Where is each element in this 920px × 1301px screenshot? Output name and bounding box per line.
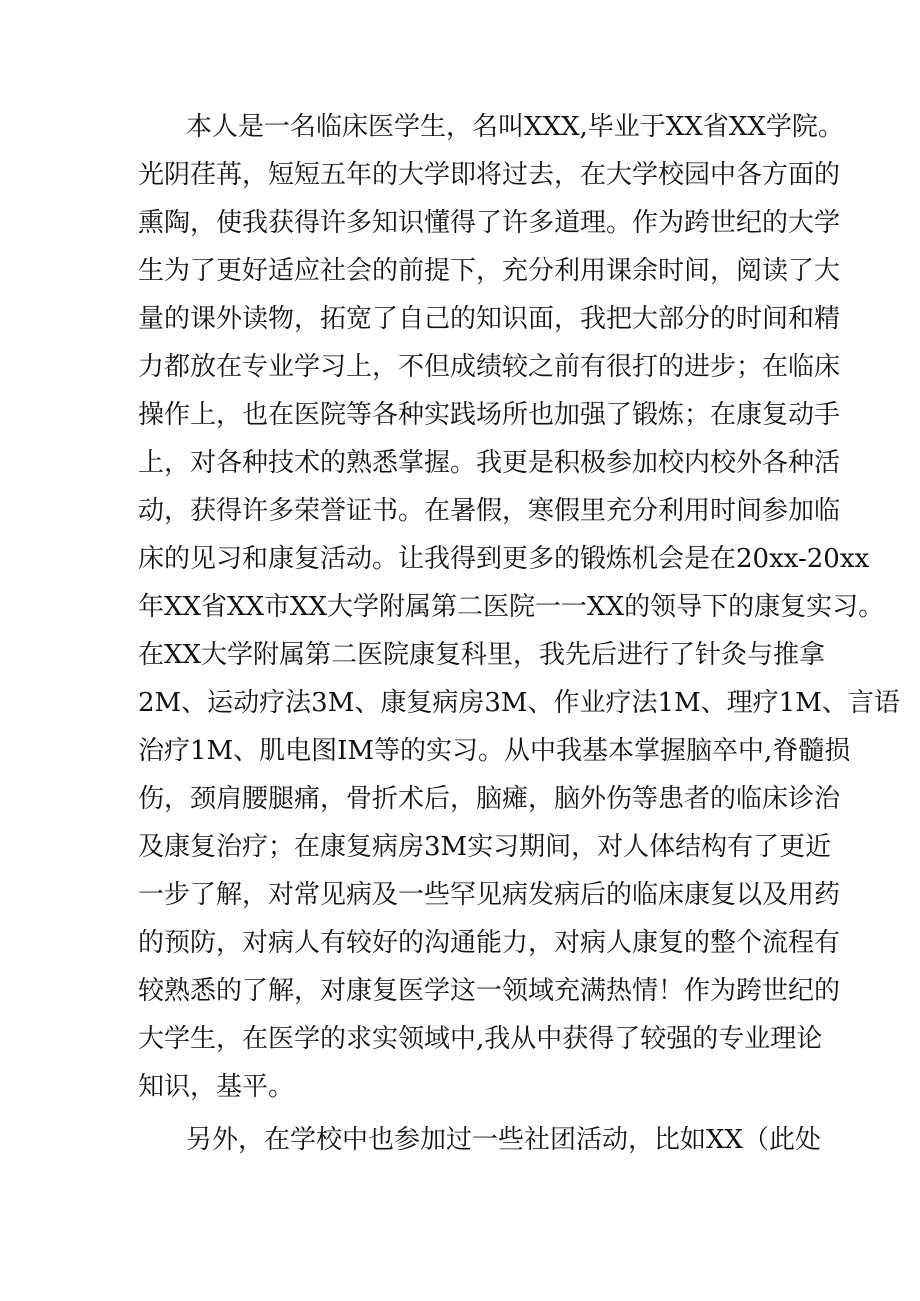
paragraph-1-line-16: 及康复治疗；在康复病房3M实习期间，对人体结构有了更近 bbox=[138, 832, 832, 862]
paragraph-1-line-3: 熏陶，使我获得许多知识懂得了许多道理。作为跨世纪的大学 bbox=[138, 208, 841, 238]
paragraph-1-line-13: 2M、运动疗法3M、康复病房3M、作业疗法1M、理疗1M、言语 bbox=[138, 688, 900, 718]
paragraph-1-line-12: 在XX大学附属第二医院康复科里，我先后进行了针灸与推拿 bbox=[138, 640, 826, 670]
paragraph-1-line-11: 年XX省XX市XX大学附属第二医院一一XX的领导下的康复实习。 bbox=[138, 592, 885, 622]
paragraph-1-line-10: 床的见习和康复活动。让我得到更多的锻炼机会是在20xx-20xx bbox=[138, 544, 870, 574]
paragraph-1-line-21: 知识，基平。 bbox=[138, 1072, 295, 1102]
paragraph-1-line-2: 光阴荏苒，短短五年的大学即将过去，在大学校园中各方面的 bbox=[138, 160, 841, 190]
paragraph-1-line-18: 的预防，对病人有较好的沟通能力，对病人康复的整个流程有 bbox=[138, 928, 841, 958]
paragraph-1-line-15: 伤，颈肩腰腿痛，骨折术后，脑瘫，脑外伤等患者的临床诊治 bbox=[138, 784, 841, 814]
paragraph-1-line-17: 一步了解，对常见病及一些罕见病发病后的临床康复以及用药 bbox=[138, 880, 841, 910]
paragraph-1-line-4: 生为了更好适应社会的前提下，充分利用课余时间，阅读了大 bbox=[138, 256, 841, 286]
paragraph-1-line-6: 力都放在专业学习上，不但成绩较之前有很打的进步；在临床 bbox=[138, 352, 841, 382]
paragraph-1-line-14: 治疗1M、肌电图IM等的实习。从中我基本掌握脑卒中,脊髓损 bbox=[138, 736, 851, 766]
paragraph-1-line-1: 本人是一名临床医学生，名叫XXX,毕业于XX省XX学院。 bbox=[186, 112, 844, 142]
paragraph-1-line-8: 上，对各种技术的熟悉掌握。我更是积极参加校内校外各种活 bbox=[138, 448, 841, 478]
paragraph-1-line-20: 大学生，在医学的求实领域中,我从中获得了较强的专业理论 bbox=[138, 1024, 823, 1054]
paragraph-1-line-19: 较熟悉的了解，对康复医学这一领域充满热情！作为跨世纪的 bbox=[138, 976, 841, 1006]
paragraph-1-line-9: 动，获得许多荣誉证书。在暑假，寒假里充分利用时间参加临 bbox=[138, 496, 841, 526]
paragraph-1-line-5: 量的课外读物，拓宽了自己的知识面，我把大部分的时间和精 bbox=[138, 304, 841, 334]
paragraph-1-line-7: 操作上，也在医院等各种实践场所也加强了锻炼；在康复动手 bbox=[138, 400, 841, 430]
paragraph-2-line-1: 另外，在学校中也参加过一些社团活动，比如XX（此处 bbox=[186, 1125, 822, 1155]
